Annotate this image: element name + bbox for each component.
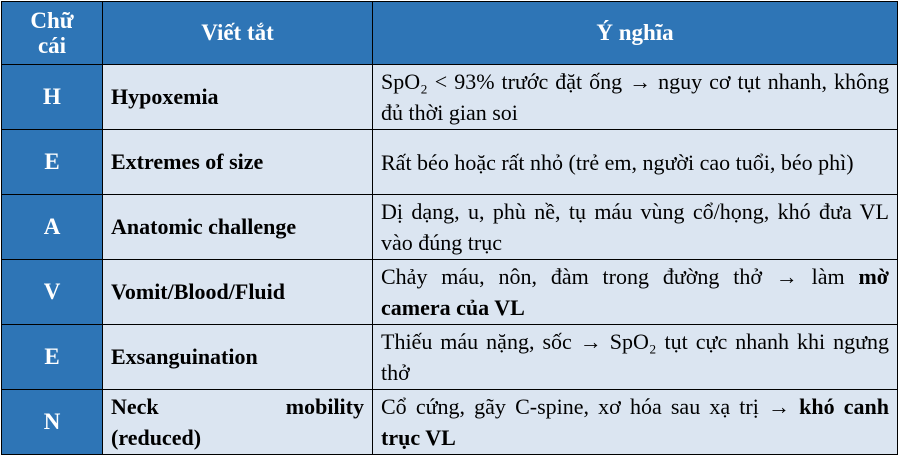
row-meaning-text: Cổ cứng, gãy C-spine, xơ hóa sau xạ trị → bbox=[381, 394, 800, 419]
row-letter: N bbox=[2, 390, 103, 455]
row-abbr-line2: (reduced) bbox=[111, 425, 202, 450]
header-abbr: Viết tắt bbox=[103, 2, 373, 65]
table-row bbox=[2, 130, 898, 195]
row-abbr-word2: mobility bbox=[285, 394, 364, 419]
row-abbr bbox=[103, 390, 373, 455]
row-meaning bbox=[373, 260, 898, 325]
row-meaning-bold: khó canh trục VL bbox=[381, 394, 889, 450]
row-meaning-text: Thiếu máu nặng, sốc → SpO₂ tụt cực nhanh khi ngưng thở bbox=[381, 329, 889, 385]
row-abbr: Vomit/Blood/Fluid bbox=[103, 260, 373, 325]
row-abbr: Anatomic challenge bbox=[103, 195, 373, 260]
table-row bbox=[2, 325, 898, 390]
header-row bbox=[2, 2, 898, 65]
row-abbr-word1: Neck bbox=[111, 394, 159, 419]
row-meaning bbox=[373, 65, 898, 130]
row-letter: A bbox=[2, 195, 103, 260]
row-meaning-text: Chảy máu, nôn, đàm trong đường thở → làm bbox=[381, 264, 859, 289]
row-abbr: Exsanguination bbox=[103, 325, 373, 390]
row-abbr: Extremes of size bbox=[103, 130, 373, 195]
row-meaning-text: Rất béo hoặc rất nhỏ (trẻ em, người cao tuổi, béo phì) bbox=[381, 149, 854, 175]
row-meaning-text: SpO₂ < 93% trước đặt ống → nguy cơ tụt nhanh, không đủ thời gian soi bbox=[381, 69, 889, 125]
row-letter: H bbox=[2, 65, 103, 130]
row-meaning bbox=[373, 195, 898, 260]
header-letter-line2: cái bbox=[37, 33, 67, 58]
row-meaning-bold: mờ camera của VL bbox=[381, 264, 889, 320]
header-letter bbox=[2, 2, 103, 65]
table-row bbox=[2, 260, 898, 325]
row-letter: E bbox=[2, 130, 103, 195]
table-row bbox=[2, 65, 898, 130]
row-meaning bbox=[373, 130, 898, 195]
row-letter: E bbox=[2, 325, 103, 390]
row-meaning-text: Dị dạng, u, phù nề, tụ máu vùng cổ/họng, khó đưa VL vào đúng trục bbox=[381, 199, 889, 255]
row-letter: V bbox=[2, 260, 103, 325]
heaven-table bbox=[1, 1, 898, 455]
header-meaning: Ý nghĩa bbox=[373, 2, 898, 65]
header-letter-line1: Chữ bbox=[30, 8, 74, 33]
table-row bbox=[2, 195, 898, 260]
table-row bbox=[2, 390, 898, 455]
row-meaning bbox=[373, 325, 898, 390]
row-meaning bbox=[373, 390, 898, 455]
row-abbr: Hypoxemia bbox=[103, 65, 373, 130]
